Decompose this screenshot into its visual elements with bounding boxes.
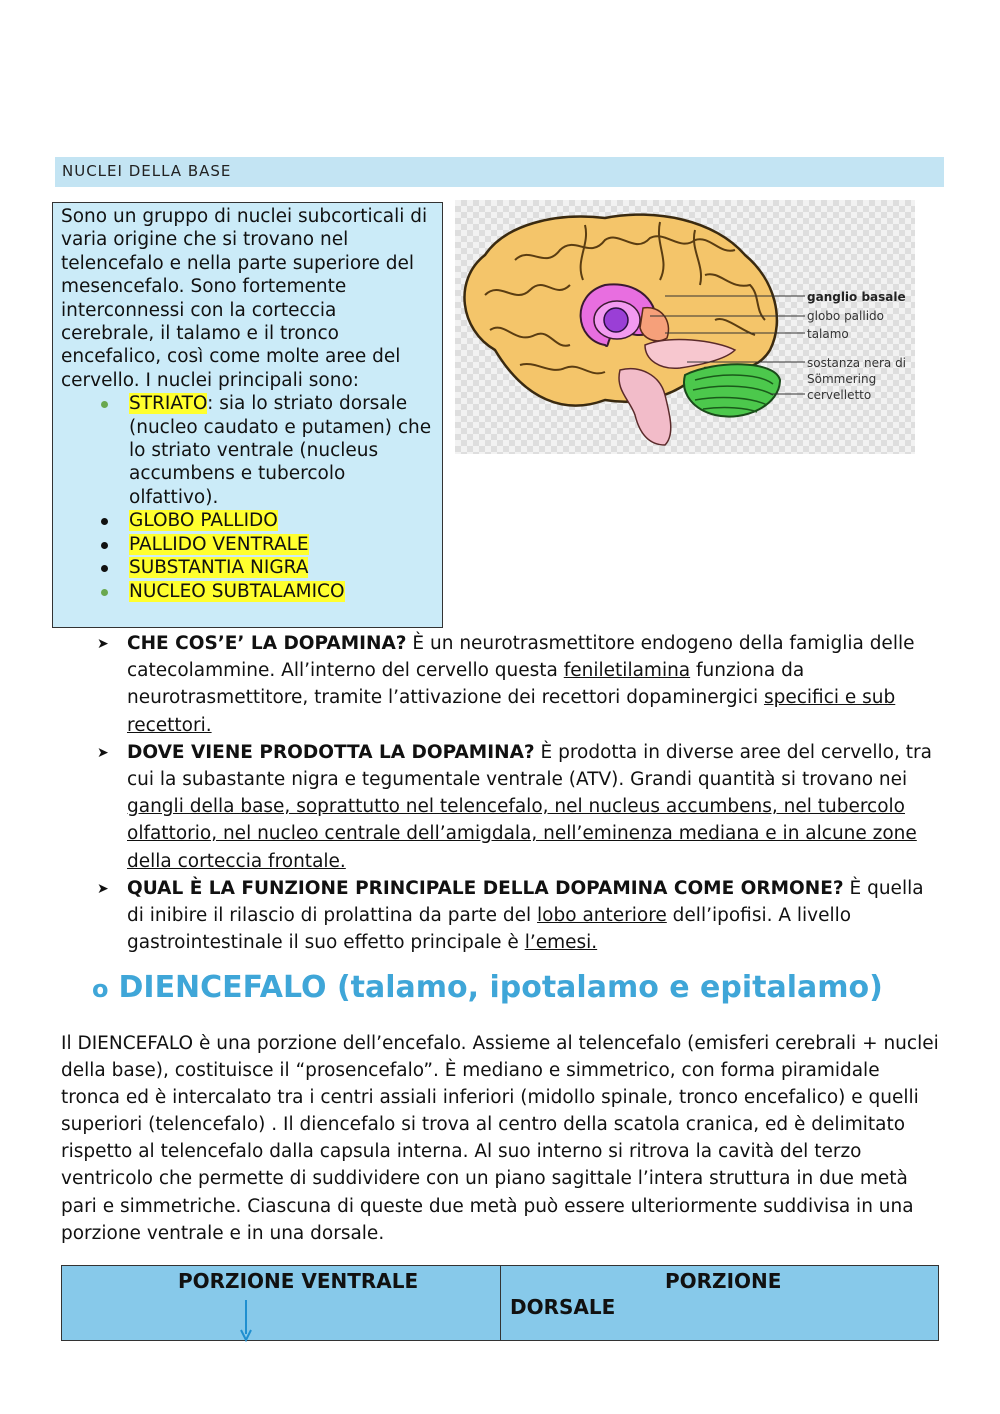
section-heading	[92, 970, 883, 1005]
highlight-term: STRIATO	[129, 393, 208, 415]
bullet-dot	[101, 589, 108, 596]
section-header: NUCLEI DELLA BASE	[55, 157, 944, 187]
list-item	[101, 392, 432, 509]
intro-box	[52, 202, 443, 628]
header-dorsale-line1: PORZIONE	[665, 1269, 782, 1293]
underlined-text: feniletilamina	[563, 660, 691, 682]
bullet-dot	[101, 542, 108, 549]
arrow-bullet-icon: ➤	[97, 744, 109, 761]
bullet-dot	[101, 401, 108, 408]
list-item	[101, 556, 432, 579]
label-sostanza-2: Sömmering	[807, 372, 877, 386]
highlight-term: GLOBO PALLIDO	[129, 510, 278, 532]
arrow-bullet-icon: ➤	[97, 636, 109, 652]
label-talamo: talamo	[807, 327, 849, 341]
question: CHE COS’E’ LA DOPAMINA?	[127, 633, 407, 654]
question: DOVE VIENE PRODOTTA LA DOPAMINA?	[127, 741, 535, 763]
porzioni-table	[61, 1265, 939, 1341]
table-divider	[500, 1266, 501, 1340]
label-cervelletto: cervelletto	[807, 388, 872, 402]
list-item	[101, 509, 432, 532]
question: QUAL È LA FUNZIONE PRINCIPALE DELLA DOPAMINA COME ORMONE?	[127, 877, 844, 899]
qa-item	[95, 739, 945, 875]
underlined-text: lobo anteriore	[537, 905, 667, 927]
bullet-dot	[101, 565, 108, 572]
qa-item	[95, 630, 945, 739]
underlined-text: l’emesi.	[524, 932, 598, 954]
answer-text: È quella di inibire il rilascio di prolattina da parte del	[127, 877, 924, 927]
nuclei-list	[61, 392, 432, 603]
arrow-bullet-icon: ➤	[97, 880, 109, 897]
qa-list	[95, 630, 945, 956]
header-ventrale: PORZIONE VENTRALE	[178, 1269, 419, 1293]
answer-text: dell’ipofisi. A livello gastrointestinale il suo effetto principale è	[127, 905, 852, 954]
highlight-term: PALLIDO VENTRALE	[129, 533, 309, 555]
heading-bullet: o	[92, 975, 109, 1003]
highlight-term: NUCLEO SUBTALAMICO	[129, 580, 345, 602]
diencefalo-paragraph: Il DIENCEFALO è una porzione dell’encefalo. Assieme al telencefalo (emisferi cerebrali + nuclei della base), costituisce il “prosencefalo”. È mediano e simmetrico, con forma piramidale tronca ed è intercalato tra i centri assiali inferiori (midollo spinale, tronco encefalico) e quelli superiori (telencefalo) . Il diencefalo si trova al centro della scatola cranica, ed è delimitato rispetto al telencefalo dalla capsula interna. Al suo interno si ritrova la cavità del terzo ventricolo che permette di suddividere con un piano sagittale l’intera struttura in due metà pari e simmetriche. Ciascuna di queste due metà può essere ulteriormente suddivisa in una porzione ventrale e in una dorsale.	[61, 1033, 939, 1244]
qa-item	[95, 875, 945, 957]
brain-illustration	[455, 200, 915, 454]
list-item	[101, 580, 432, 603]
label-ganglio: ganglio basale	[807, 290, 906, 304]
heading-text: DIENCEFALO (talamo, ipotalamo e epitalamo)	[118, 970, 883, 1005]
underlined-text: gangli della base, soprattutto nel telencefalo, nel nucleus accumbens, nel tubercolo olfattorio, nel nucleo centrale dell’amigdala, nell’eminenza mediana e in alcune zone della corteccia frontale.	[127, 796, 917, 872]
down-arrow-icon	[240, 1300, 252, 1342]
header-dorsale-line2: DORSALE	[510, 1295, 616, 1319]
brain-figure	[455, 200, 915, 454]
highlight-term: SUBSTANTIA NIGRA	[129, 557, 309, 579]
list-item	[101, 533, 432, 556]
intro-text: Sono un gruppo di nuclei subcorticali di varia origine che si trovano nel telencefalo e nella parte superiore del mesencefalo. Sono fortemente interconnessi con la corteccia cerebrale, il talamo e il tronco encefalico, così come molte aree del cervello. I nuclei principali sono:	[61, 206, 428, 391]
item-text: : sia lo striato dorsale (nucleo caudato e putamen) che lo striato ventrale (nucleus accumbens e tubercolo olfattivo).	[129, 393, 432, 508]
answer-text: È un neurotrasmettitore endogeno della famiglia delle catecolammine. All’interno del cervello questa	[127, 633, 915, 682]
label-sostanza-1: sostanza nera di	[807, 356, 907, 370]
underlined-text: specifici e sub recettori.	[127, 687, 896, 736]
answer-text: funziona da neurotrasmettitore, tramite l’attivazione dei recettori dopaminergici	[127, 660, 805, 709]
bullet-dot	[101, 518, 108, 525]
answer-text: È prodotta in diverse aree del cervello, tra cui la subastante nigra e tegumentale ventrale (ATV). Grandi quantità si trovano nei	[127, 741, 932, 791]
label-globo: globo pallido	[807, 309, 884, 323]
